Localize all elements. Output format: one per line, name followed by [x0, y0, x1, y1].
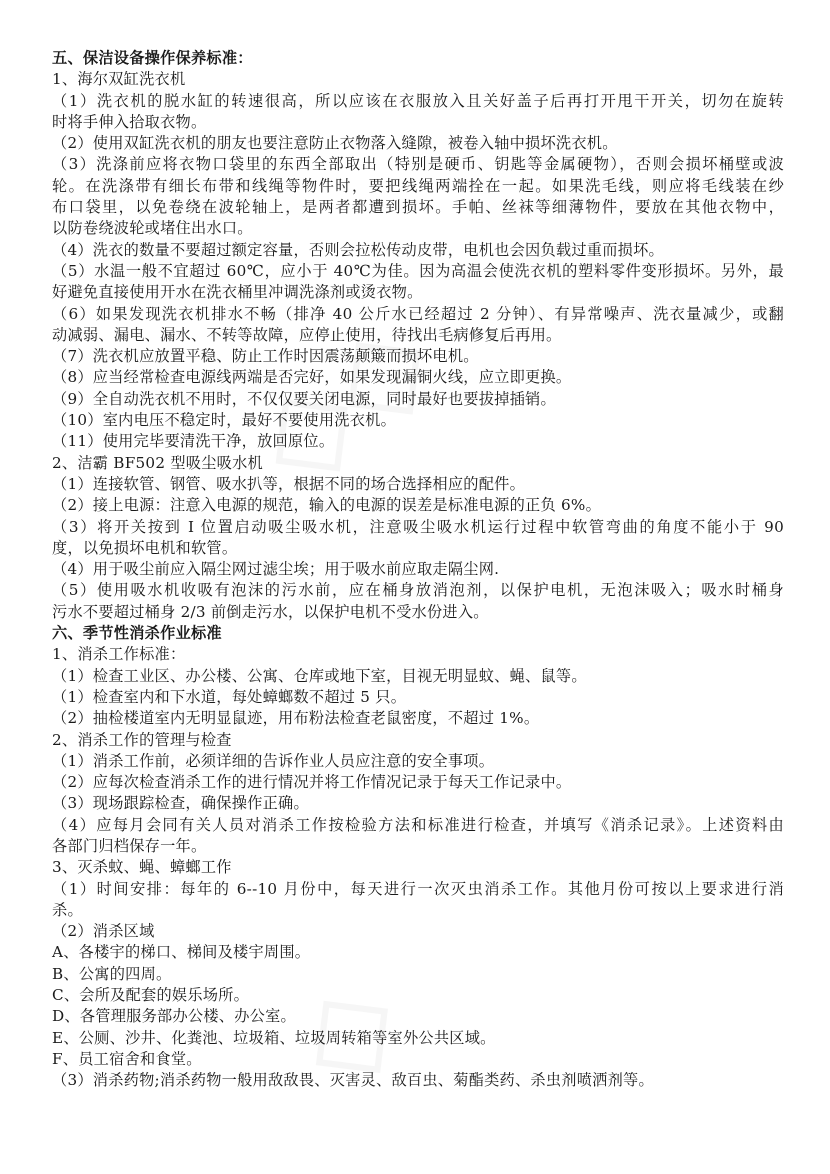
text-line: （3）洗涤前应将衣物口袋里的东西全部取出（特别是硬币、钥匙等金属硬物），否则会损坏桶壁或波: [52, 155, 784, 174]
text-line: （9）全自动洗衣机不用时，不仅仅要关闭电源，同时最好也要拔掉插销。: [52, 389, 556, 408]
text-line: 3、灭杀蚊、蝇、蟑螂工作: [52, 858, 232, 877]
text-line: （1）时间安排：每年的 6--10 月份中，每天进行一次灭虫消杀工作。其他月份可按以上要求进行消: [52, 879, 784, 898]
text-line: （3）将开关按到 I 位置启动吸尘吸水机，注意吸尘吸水机运行过程中软管弯曲的角度不能小于 90: [52, 517, 784, 536]
text-line: 污水不要超过桶身 2/3 前倒走污水，以保护电机不受水份进入。: [52, 602, 489, 621]
text-line: （8）应当经常检查电源线两端是否完好，如果发现漏铜火线，应立即更换。: [52, 368, 572, 387]
text-line: 好避免直接使用开水在洗衣桶里冲调洗涤剂或烫衣物。: [52, 283, 423, 302]
text-line: （4）用于吸尘前应入隔尘网过滤尘埃；用于吸水前应取走隔尘网.: [52, 560, 500, 579]
text-line: （7）洗衣机应放置平稳、防止工作时因震荡颠簸而损坏电机。: [52, 347, 479, 366]
text-line: （10）室内电压不稳定时，最好不要使用洗衣机。: [52, 411, 397, 430]
text-line: D、各管理服务部办公楼、办公室。: [52, 1007, 296, 1026]
text-line: （2）应每次检查消杀工作的进行情况并将工作情况记录于每天工作记录中。: [52, 773, 572, 792]
text-line: （6）如果发现洗衣机排水不畅（排净 40 公斤水已经超过 2 分钟）、有异常噪声、洗衣量减少，或翻: [52, 304, 784, 323]
section-heading: 六、季节性消杀作业标准: [52, 624, 222, 643]
text-line: （1）消杀工作前，必须详细的告诉作业人员应注意的安全事项。: [52, 751, 495, 770]
text-line: 1、消杀工作标准：: [52, 645, 186, 664]
text-line: （5）水温一般不宜超过 60℃，应小于 40℃为佳。因为高温会使洗衣机的塑料零件变形损坏。另外，最: [52, 261, 784, 280]
text-line: 杀。: [52, 900, 83, 919]
text-line: 动减弱、漏电、漏水、不转等故障，应停止使用，待找出毛病修复后再用。: [52, 325, 562, 344]
text-line: （1）检查工业区、办公楼、公寓、仓库或地下室，目视无明显蚊、蝇、鼠等。: [52, 666, 587, 685]
text-line: 以防卷绕波轮或堵住出水口。: [52, 219, 253, 238]
text-line: （4）应每月会同有关人员对消杀工作按检验方法和标准进行检查，并填写《消杀记录》。上述资料由: [52, 815, 784, 834]
text-line: 1、海尔双缸洗衣机: [52, 70, 186, 89]
text-line: A、各楼宇的梯口、梯间及楼宇周围。: [52, 943, 311, 962]
text-line: 2、消杀工作的管理与检查: [52, 730, 232, 749]
text-line: 布口袋里，以免卷绕在波轮轴上，是两者都遭到损坏。手帕、丝袜等细薄物件，要放在其他衣物中，: [52, 198, 784, 217]
text-line: （3）现场跟踪检查，确保操作正确。: [52, 794, 309, 813]
text-line: 轮。在洗涤带有细长布带和线绳等物件时，要把线绳两端拴在一起。如果洗毛线，则应将毛线装在纱: [52, 176, 784, 195]
text-line: （1）洗衣机的脱水缸的转速很高，所以应该在衣服放入且关好盖子后再打开甩干开关，切勿在旋转: [52, 91, 784, 110]
text-line: 时将手伸入拾取衣物。: [52, 112, 207, 131]
text-line: （1）检查室内和下水道，每处蟑螂数不超过 5 只。: [52, 687, 407, 706]
text-line: 度，以免损坏电机和软管。: [52, 538, 238, 557]
text-line: （4）洗衣的数量不要超过额定容量，否则会拉松传动皮带，电机也会因负载过重而损坏。: [52, 240, 664, 259]
document-page: [52, 48, 784, 1092]
text-line: （2）接上电源：注意入电源的规范，输入的电源的误差是标准电源的正负 6%。: [52, 496, 602, 515]
text-line: 各部门归档保存一年。: [52, 836, 207, 855]
text-line: （5）使用吸水机收吸有泡沫的污水前，应在桶身放消泡剂，以保护电机，无泡沫吸入；吸水时桶身: [52, 581, 784, 600]
text-line: （2）抽检楼道室内无明显鼠迹，用布粉法检查老鼠密度，不超过 1%。: [52, 709, 540, 728]
text-line: C、会所及配套的娱乐场所。: [52, 986, 250, 1005]
text-line: F、员工宿舍和食堂。: [52, 1049, 202, 1068]
text-line: （3）消杀药物;消杀药物一般用敌敌畏、灭害灵、敌百虫、菊酯类药、杀虫剂喷洒剂等。: [52, 1071, 654, 1090]
text-line: （11）使用完毕要清洗干净，放回原位。: [52, 432, 335, 451]
text-line: B、公寓的四周。: [52, 964, 172, 983]
section-heading: 五、保洁设备操作保养标准：: [52, 49, 253, 67]
text-line: （2）消杀区域: [52, 922, 155, 941]
text-line: E、公厕、沙井、化粪池、垃圾箱、垃圾周转箱等室外公共区域。: [52, 1028, 496, 1047]
text-line: 2、洁霸 BF502 型吸尘吸水机: [52, 453, 263, 472]
text-line: （1）连接软管、钢管、吸水扒等，根据不同的场合选择相应的配件。: [52, 474, 526, 493]
text-line: （2）使用双缸洗衣机的朋友也要注意防止衣物落入缝隙，被卷入轴中损坏洗衣机。: [52, 134, 618, 153]
